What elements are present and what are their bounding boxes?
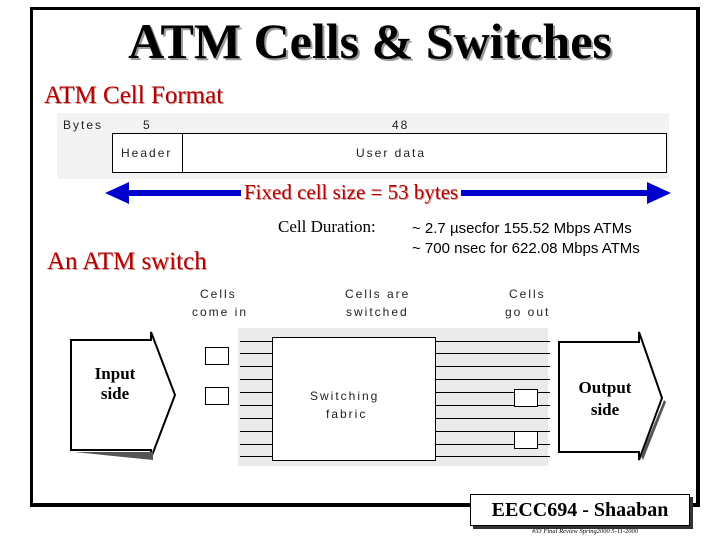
cells-in-line-1: Cells (200, 287, 237, 301)
output-side-label (570, 377, 640, 421)
slide-title: ATM Cells & Switches (128, 13, 612, 69)
header-field: Header (121, 146, 173, 160)
output-cell (514, 389, 538, 407)
cell-format-diagram (57, 113, 669, 179)
duration-line-2: ~ 700 nsec for 622.08 Mbps ATMs (412, 240, 640, 257)
output-cell (514, 431, 538, 449)
fabric-label-line-1: Switching (310, 389, 380, 403)
fixed-size-label: Fixed cell size = 53 bytes (241, 180, 461, 205)
input-label-line-2: side (100, 384, 130, 403)
cell-duration-label: Cell Duration: (278, 217, 376, 236)
course-badge: EECC694 - Shaaban (470, 494, 690, 526)
input-side-label (89, 364, 141, 404)
switch-heading: An ATM switch (47, 248, 207, 275)
output-label-line-1: Output (578, 378, 632, 397)
cell-divider (182, 134, 183, 172)
cells-out-line-1: Cells (509, 287, 546, 301)
header-bytes: 5 (143, 118, 152, 132)
bytes-label: Bytes (63, 118, 104, 132)
cells-out-line-2: go out (505, 305, 551, 319)
cells-switched-line-2: switched (346, 305, 409, 319)
cells-in-line-2: come in (192, 305, 249, 319)
output-label-line-2: side (590, 400, 620, 419)
data-bytes: 48 (392, 118, 410, 132)
cell-format-heading: ATM Cell Format (44, 82, 224, 109)
cell-box (112, 133, 667, 173)
input-label-line-1: Input (94, 364, 136, 383)
slide-footer: #33 Final Review Spring2000 5-11-2000 (532, 528, 639, 535)
duration-line-1: ~ 2.7 µsecfor 155.52 Mbps ATMs (412, 220, 632, 237)
cells-switched-line-1: Cells are (345, 287, 411, 301)
input-cell (205, 387, 229, 405)
fabric-label-line-2: fabric (326, 407, 368, 421)
switching-fabric-box (272, 337, 436, 461)
input-cell (205, 347, 229, 365)
user-data-field: User data (356, 146, 427, 160)
